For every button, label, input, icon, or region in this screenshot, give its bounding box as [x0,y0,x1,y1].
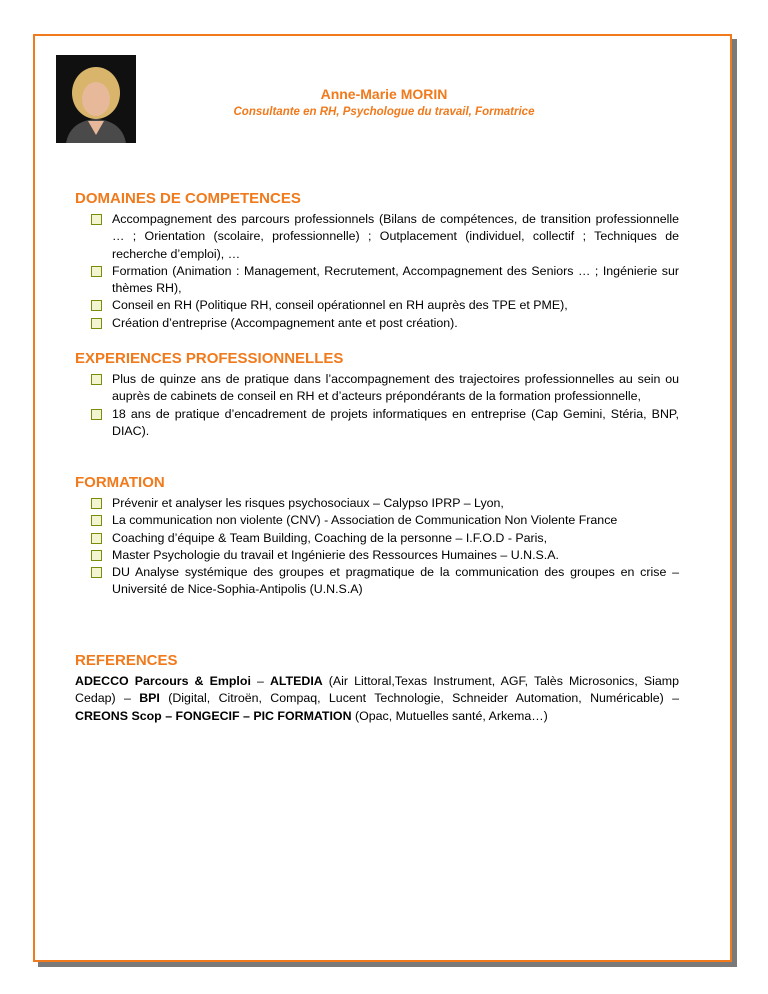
section-experiences [75,350,679,440]
list-item [90,406,679,441]
list-item [90,564,679,599]
experiences-list [75,371,679,440]
item-text: Conseil en RH (Politique RH, conseil opérationnel en RH auprès des TPE et PME), [112,298,568,313]
checkbox-bullet-icon [91,318,102,329]
checkbox-bullet-icon [91,374,102,385]
item-text: Création d’entreprise (Accompagnement ante et post création). [112,315,458,330]
person-name: Anne-Marie MORIN [320,86,448,102]
checkbox-bullet-icon [91,409,102,420]
reference-company: ALTEDIA [269,674,323,688]
section-references [75,652,679,725]
section-title: FORMATION [75,474,165,491]
reference-company: ADECCO Parcours & Emploi [75,674,251,688]
list-item [90,371,679,406]
item-text: Master Psychologie du travail et Ingénierie des Ressources Humaines – U.N.S.A. [112,547,559,562]
reference-company: CREONS Scop – FONGECIF – PIC FORMATION [75,708,352,723]
section-title: EXPERIENCES PROFESSIONNELLES [75,350,344,367]
formation-list [75,495,679,599]
item-text: 18 ans de pratique d’encadrement de projets informatiques en entreprise (Cap Gemini, Stéria, BNP, DIAC). [112,406,679,438]
competences-list [75,211,679,332]
list-item [90,512,679,529]
list-item [90,530,679,547]
checkbox-bullet-icon [91,300,102,311]
checkbox-bullet-icon [91,498,102,509]
list-item [90,297,679,314]
list-item [90,315,679,332]
section-competences [75,190,679,332]
section-title: DOMAINES DE COMPETENCES [75,190,301,207]
reference-text: (Opac, Mutuelles santé, Arkema…) [351,708,548,723]
list-item [90,547,679,564]
reference-company: BPI [139,691,160,706]
item-text: La communication non violente (CNV) - Association de Communication Non Violente France [112,513,618,528]
item-text: Coaching d’équipe & Team Building, Coaching de la personne – I.F.O.D - Paris, [112,530,548,545]
list-item [90,263,679,298]
references-text [75,673,679,725]
checkbox-bullet-icon [91,567,102,578]
list-item [90,495,679,512]
person-title: Consultante en RH, Psychologue du travail, Formatrice [233,106,535,118]
checkbox-bullet-icon [91,266,102,277]
checkbox-bullet-icon [91,214,102,225]
section-title: REFERENCES [75,652,178,669]
item-text: Formation (Animation : Management, Recrutement, Accompagnement des Seniors … ; Ingénierie sur thèmes RH), [112,263,679,296]
reference-text: (Digital, Citroën, Compaq, Lucent Technologie, Schneider Automation, Numéricable) – [159,691,679,706]
reference-text: (Air Littoral,Texas Instrument, AGF, Talès Microsonics, Siamp Cedap) – [75,674,680,706]
item-text: Accompagnement des parcours professionnels (Bilans de compétences, de transition professionnelle … ; Orientation (scolaire, professionnelle) ; Outplacement (individuel, collectif ; Techniques de recherche d’emploi), … [112,212,679,261]
checkbox-bullet-icon [91,533,102,544]
reference-text: – [250,674,270,688]
section-formation [75,474,679,599]
item-text: DU Analyse systémique des groupes et pragmatique de la communication des groupes en crise – Université de Nice-Sophia-Antipolis (U.N.S.A) [112,565,679,597]
item-text: Plus de quinze ans de pratique dans l’accompagnement des trajectoires professionnelles au sein ou auprès de cabinets de conseil en RH et d’acteurs prépondérants de la formation professionnelle, [112,372,679,404]
item-text: Prévenir et analyser les risques psychosociaux – Calypso IPRP – Lyon, [112,496,504,510]
checkbox-bullet-icon [91,550,102,561]
checkbox-bullet-icon [91,515,102,526]
list-item [90,211,679,263]
